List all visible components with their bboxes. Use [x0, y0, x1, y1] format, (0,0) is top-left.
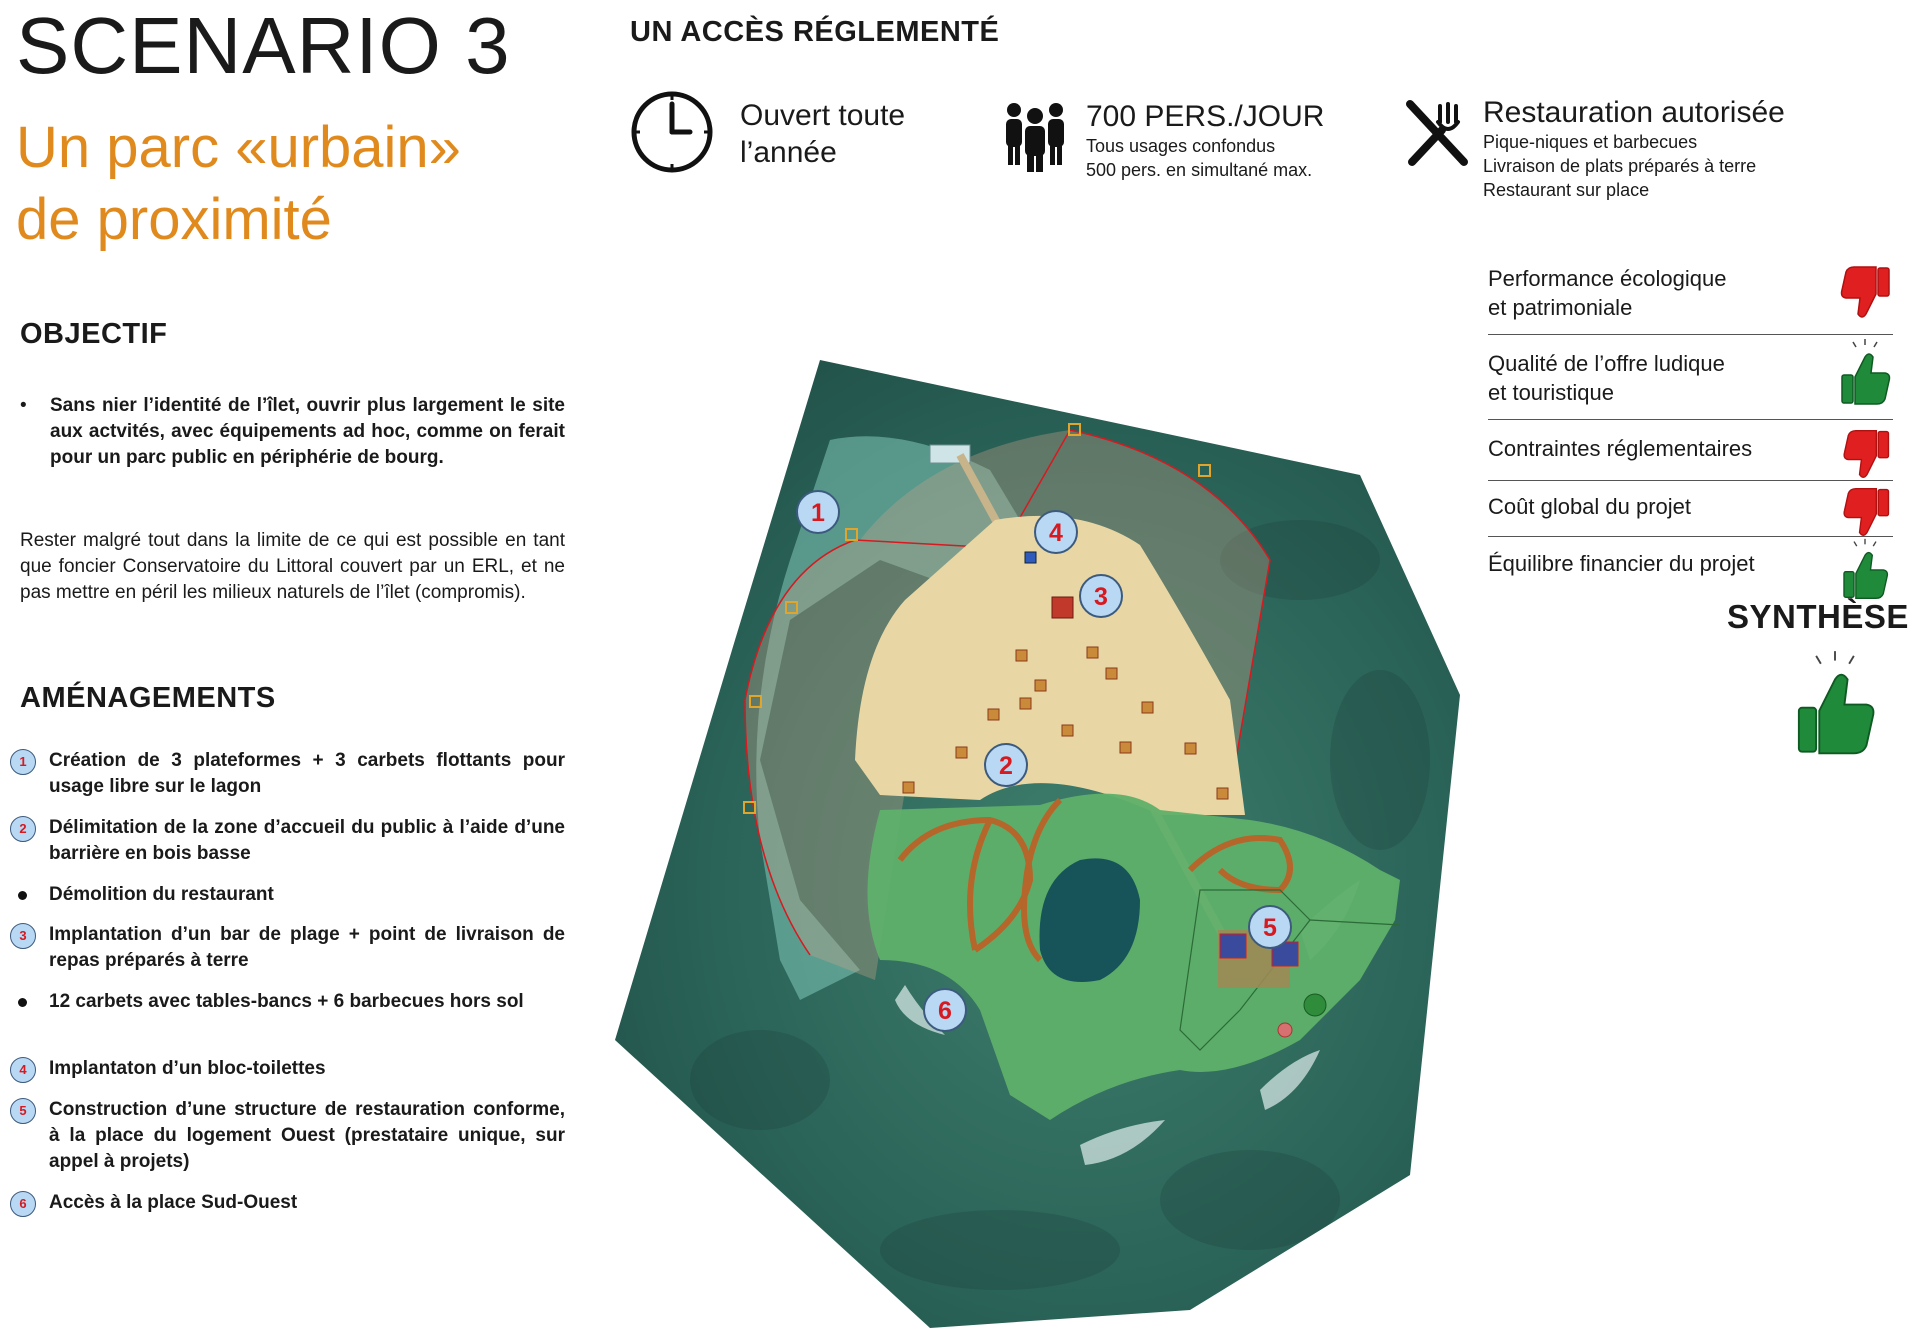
- map-marker-1: [797, 491, 839, 533]
- point-icon: [1278, 1023, 1292, 1037]
- map-marker-5: [1249, 906, 1291, 948]
- beach-bar-icon: [1052, 597, 1073, 618]
- amenagement-text: Création de 3 plateformes + 3 carbets flottants pour usage libre sur le lagon: [49, 750, 565, 797]
- svg-text:6: 6: [938, 997, 952, 1025]
- amenagement-text: 12 carbets avec tables-bancs + 6 barbecues hors sol: [49, 991, 524, 1012]
- solar-panel-icon: [1220, 934, 1246, 958]
- food-line-2: Livraison de plats préparés à terre: [1483, 156, 1757, 176]
- criterion-line-2: et touristique: [1488, 380, 1614, 405]
- page-title: SCENARIO 3: [16, 1, 511, 90]
- amenagement-text: Accès à la place Sud-Ouest: [49, 1192, 298, 1213]
- number-marker: 2: [10, 816, 36, 842]
- criterion-label: Coût global du projet: [1488, 494, 1692, 519]
- map-marker-2: [985, 744, 1027, 786]
- number-marker: 4: [10, 1057, 36, 1083]
- food-line-3: Restaurant sur place: [1483, 180, 1650, 200]
- food-title: Restauration autorisée: [1483, 96, 1785, 129]
- svg-text:4: 4: [1049, 519, 1063, 547]
- criterion-line-1: Qualité de l’offre ludique: [1488, 351, 1725, 376]
- number-marker: 6: [10, 1191, 36, 1217]
- criterion-line-2: et patrimoniale: [1488, 295, 1633, 320]
- amenagement-text: Construction d’une structure de restauration conforme, à la place du logement Ouest (prestataire unique, sur appel à projets): [49, 1099, 565, 1172]
- amenagements-heading: AMÉNAGEMENTS: [20, 682, 276, 714]
- criterion-label: Équilibre financier du projet: [1488, 551, 1755, 576]
- opening-line-2: l’année: [740, 136, 837, 169]
- criterion-line-1: Performance écologique: [1488, 266, 1727, 291]
- capacity-title: 700 PERS./JOUR: [1086, 100, 1325, 133]
- capacity-line-2: 500 pers. en simultané max.: [1086, 160, 1313, 180]
- access-heading: UN ACCÈS RÉGLEMENTÉ: [630, 16, 1000, 48]
- svg-text:1: 1: [811, 499, 825, 527]
- amenagement-text: Démolition du restaurant: [49, 884, 274, 905]
- objectif-bullet-text: Sans nier l’identité de l’îlet, ouvrir plus largement le site aux actvités, avec équipements ad hoc, comme on ferait pour un parc public en périphérie de bourg.: [50, 395, 565, 468]
- tree-icon: [1304, 994, 1326, 1016]
- subtitle-line-1: Un parc «urbain»: [16, 115, 461, 180]
- amenagement-text: Implantation d’un bar de plage + point de livraison de repas préparés à terre: [49, 924, 565, 971]
- svg-text:3: 3: [1094, 583, 1108, 611]
- map-marker-6: [924, 989, 966, 1031]
- subtitle-line-2: de proximité: [16, 187, 332, 252]
- number-marker: 5: [10, 1098, 36, 1124]
- number-marker: 3: [10, 923, 36, 949]
- amenagement-text: Implantaton d’un bloc-toilettes: [49, 1058, 326, 1079]
- amenagement-text: Délimitation de la zone d’accueil du public à l’aide d’une barrière en bois basse: [49, 817, 565, 864]
- map-marker-3: [1080, 575, 1122, 617]
- criterion-label: Contraintes réglementaires: [1488, 436, 1753, 461]
- bullet-marker: •: [20, 395, 27, 416]
- map-marker-4: [1035, 511, 1077, 553]
- objectif-paragraph: Rester malgré tout dans la limite de ce qui est possible en tant que foncier Conservatoire du Littoral couvert par un ERL, et ne pas mettre en péril les milieux naturels de l’îlet (compromis).: [20, 530, 565, 603]
- food-line-1: Pique-niques et barbecues: [1483, 132, 1698, 152]
- svg-text:5: 5: [1263, 914, 1277, 942]
- svg-text:2: 2: [999, 752, 1013, 780]
- synthesis-label: SYNTHÈSE: [1727, 598, 1909, 635]
- capacity-line-1: Tous usages confondus: [1086, 136, 1276, 156]
- number-marker: 1: [10, 749, 36, 775]
- objectif-heading: OBJECTIF: [20, 318, 168, 350]
- opening-line-1: Ouvert toute: [740, 99, 906, 132]
- toilet-block-icon: [1025, 552, 1036, 563]
